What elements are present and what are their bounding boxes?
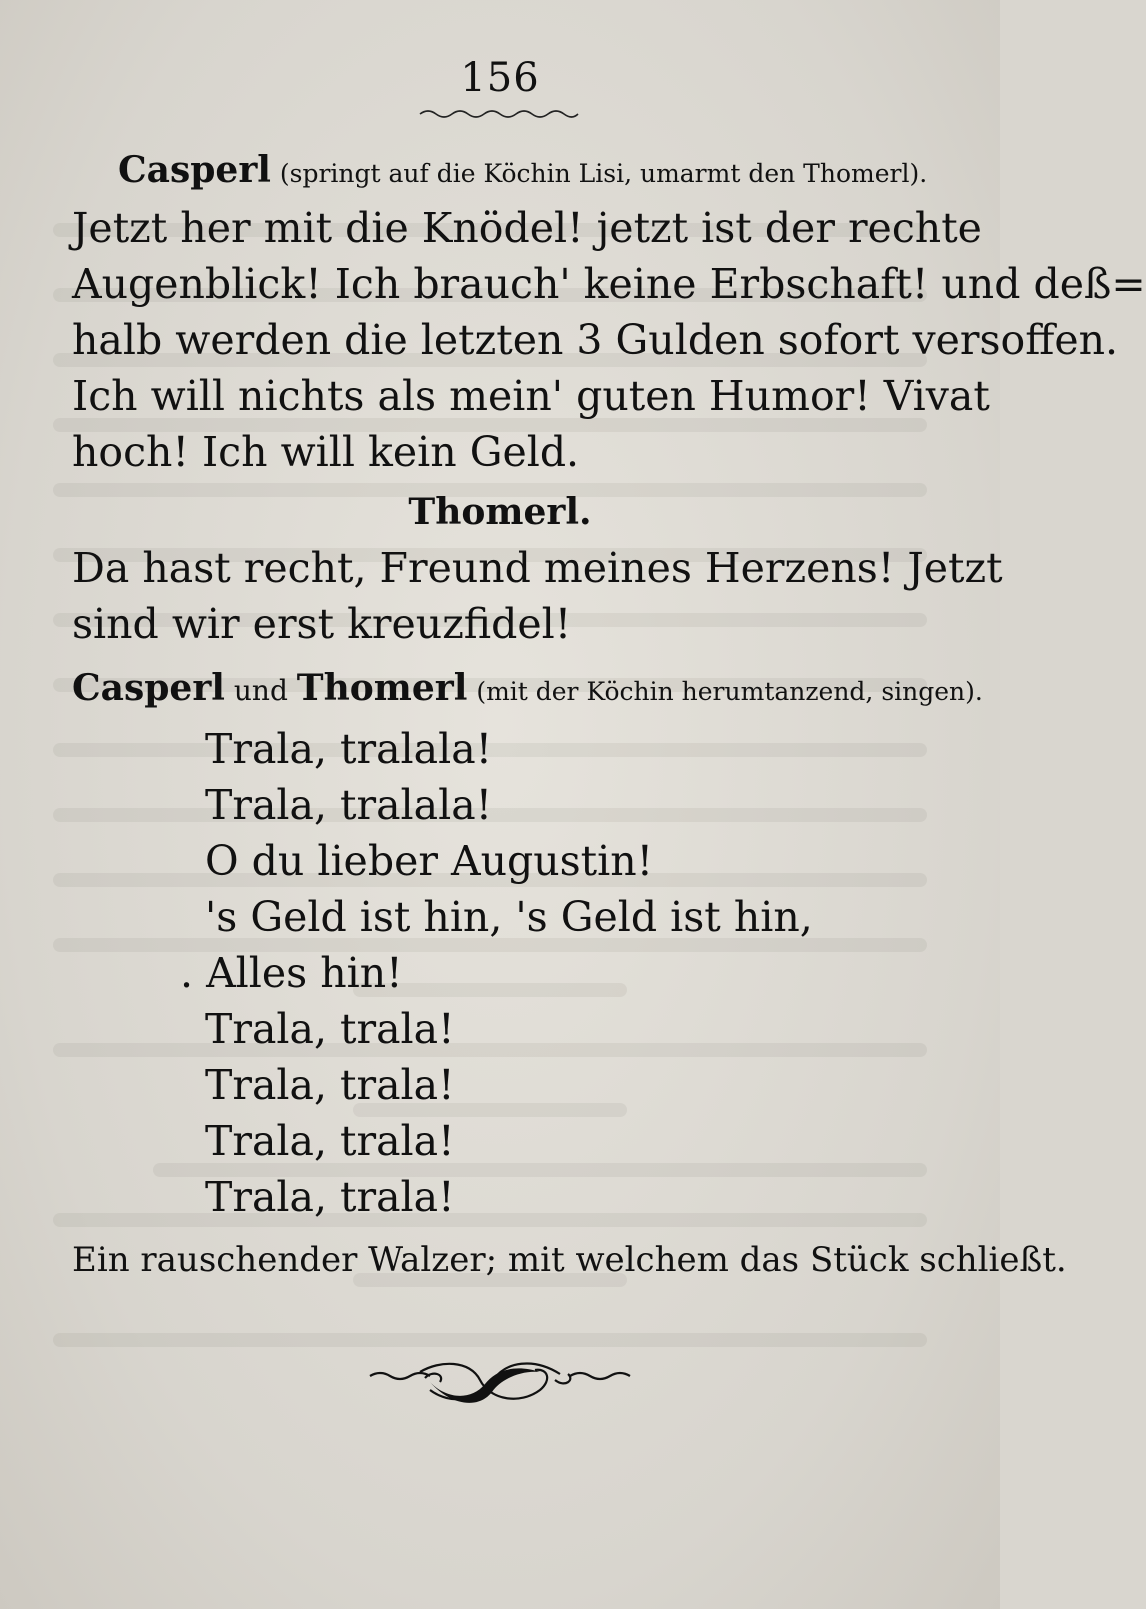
speech-line: hoch! Ich will kein Geld. (72, 428, 580, 476)
song-line: Trala, tralala! (205, 725, 493, 773)
speaker-thomerl: Thomerl. (408, 491, 592, 533)
speech-line: sind wir erst kreuzfidel! (72, 600, 572, 648)
song-line: Trala, trala! (205, 1005, 455, 1053)
direction-text: (springt auf die Köchin Lisi, umarmt den Thomerl). (279, 159, 928, 188)
closing-stage-direction: Ein rauschender Walzer; mit welchem das Stück schließt. (72, 1240, 1067, 1280)
song-line: Trala, tralala! (205, 781, 493, 829)
header-rule-ornament (0, 104, 1000, 124)
speech-line: Jetzt her mit die Knödel! jetzt ist der rechte (72, 204, 982, 252)
speech-line: Ich will nichts als mein' guten Humor! Vivat (72, 372, 990, 420)
song-line: Trala, trala! (205, 1061, 455, 1109)
song-line: Trala, trala! (205, 1173, 455, 1221)
end-flourish-ornament (0, 1350, 1000, 1430)
conjunction: und (233, 674, 288, 707)
speaker-casperl: Casperl (72, 667, 225, 709)
stage-direction-3 (72, 668, 983, 708)
song-line: Trala, trala! (205, 1117, 455, 1165)
speech-line: Da hast recht, Freund meines Herzens! Jetzt (72, 544, 1003, 592)
stage-direction-1 (118, 150, 927, 190)
direction-text: (mit der Köchin herumtanzend, singen). (476, 677, 983, 706)
speaker-casperl: Casperl (118, 149, 271, 191)
page-number: 156 (460, 55, 540, 101)
speech-line: Augenblick! Ich brauch' keine Erbschaft! und deß= (72, 260, 1146, 308)
song-line: O du lieber Augustin! (205, 837, 654, 885)
song-line: . Alles hin! (180, 949, 403, 997)
speech-line: halb werden die letzten 3 Gulden sofort versoffen. (72, 316, 1119, 364)
song-line: 's Geld ist hin, 's Geld ist hin, (205, 893, 813, 941)
speaker-thomerl: Thomerl (296, 667, 468, 709)
